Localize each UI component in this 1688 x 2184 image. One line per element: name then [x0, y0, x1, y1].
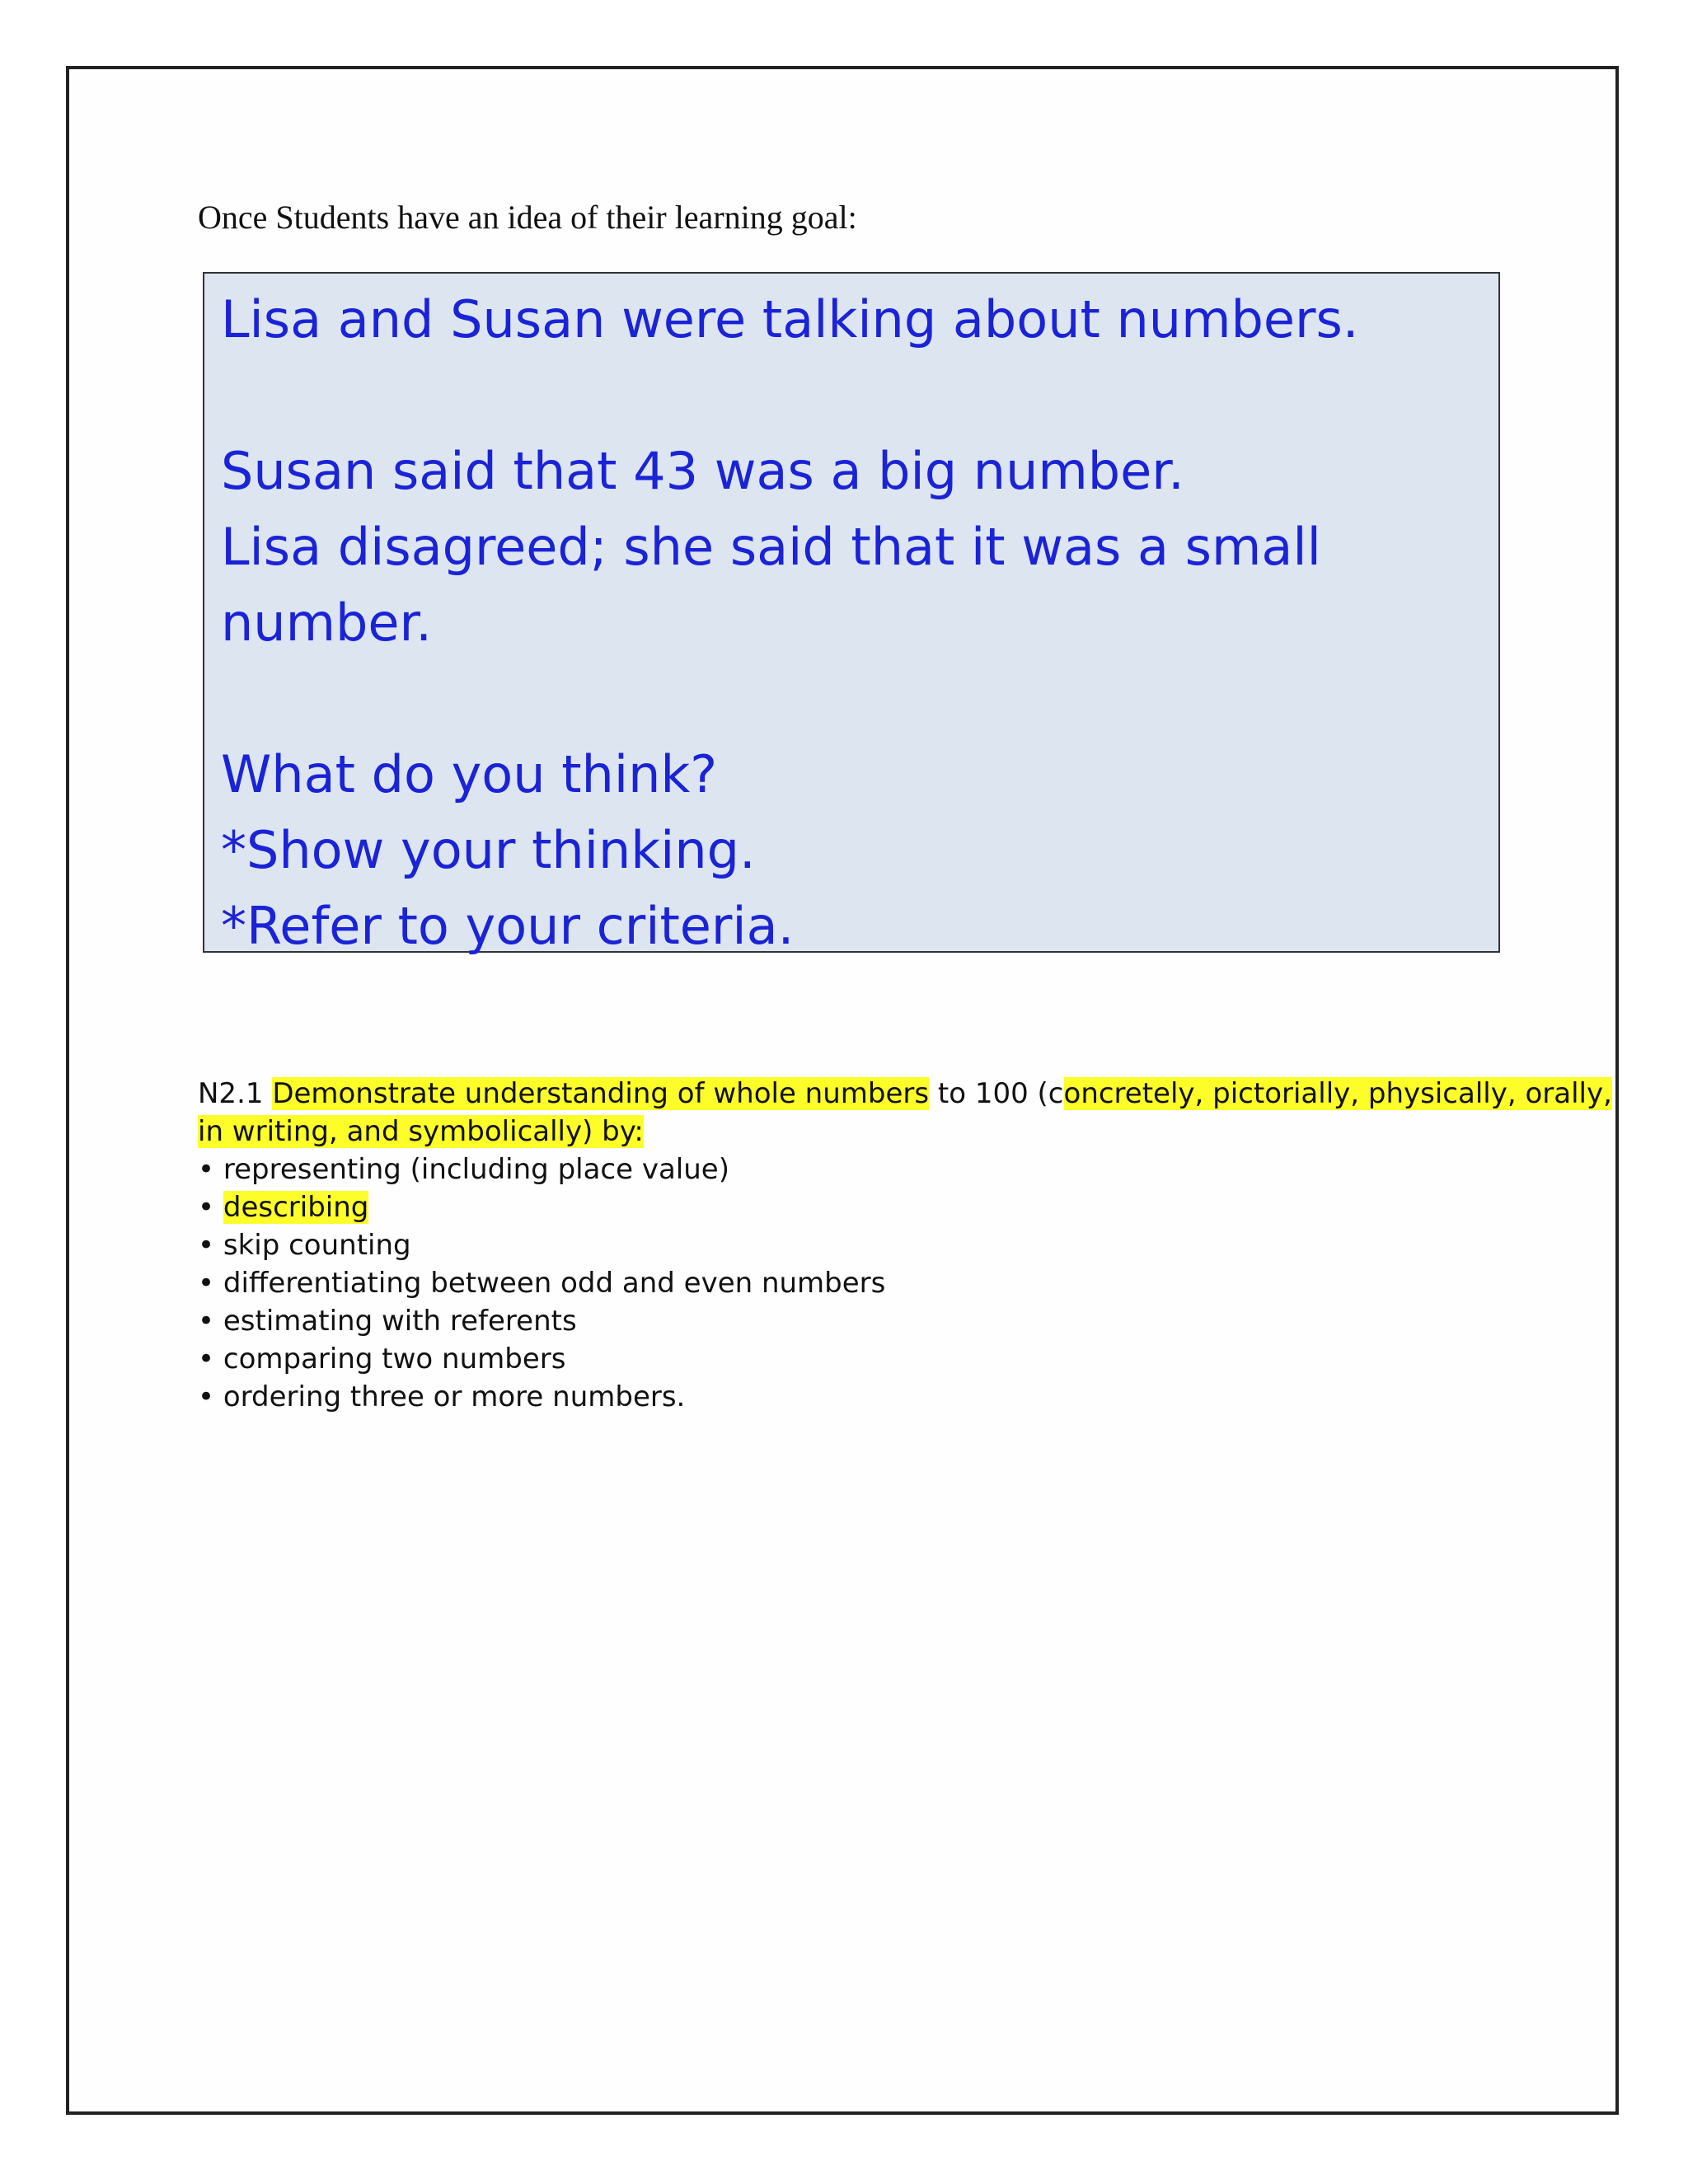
task-line-7: What do you think?	[221, 744, 718, 804]
task-line-2	[221, 358, 1482, 434]
bullet-marker: •	[198, 1229, 223, 1262]
bullet-item	[198, 1226, 1484, 1264]
bullet-text: differentiating between odd and even numbers	[223, 1267, 886, 1300]
bullet-marker: •	[198, 1343, 223, 1376]
standard-highlight-1: Demonstrate understanding of whole numbers	[272, 1077, 930, 1110]
bullet-text: ordering three or more numbers.	[223, 1380, 686, 1413]
bullet-item	[198, 1340, 1484, 1378]
standard-line2-plain: i	[198, 1115, 206, 1148]
standard-highlight-2: oncretely, pictorially, physically, orally,	[1063, 1077, 1612, 1110]
bullet-marker: •	[198, 1305, 223, 1338]
task-line-8: *Show your thinking.	[221, 820, 756, 880]
standard-line2-highlight: n writing, and symbolically) by:	[205, 1115, 644, 1148]
task-line-9: *Refer to your criteria.	[221, 896, 795, 956]
bullet-item	[198, 1188, 1484, 1226]
bullet-text: estimating with referents	[223, 1305, 577, 1338]
bullet-marker: •	[198, 1191, 223, 1224]
bullet-text: comparing two numbers	[223, 1343, 566, 1376]
curriculum-standard	[198, 1075, 1612, 1416]
standard-line-2	[198, 1113, 1484, 1151]
task-line-6	[221, 661, 1482, 737]
task-prompt-box	[203, 272, 1500, 956]
bullet-marker: •	[198, 1380, 223, 1413]
task-line-4: Lisa disagreed; she said that it was a small	[221, 517, 1321, 577]
standard-line-1	[198, 1075, 1612, 1113]
bullet-item	[198, 1302, 1484, 1340]
task-line-3: Susan said that 43 was a big number.	[221, 441, 1184, 501]
bullet-text: representing (including place value)	[223, 1153, 729, 1186]
bullet-marker: •	[198, 1267, 223, 1300]
standard-code: N2.1	[198, 1077, 273, 1110]
bullet-text: skip counting	[223, 1229, 411, 1262]
standard-plain-1: to 100 (c	[929, 1077, 1064, 1110]
bullet-item	[198, 1264, 1484, 1302]
bullet-marker: •	[198, 1153, 223, 1186]
bullet-item	[198, 1151, 1484, 1188]
bullet-item	[198, 1378, 1484, 1416]
intro-text: Once Students have an idea of their learning goal:	[198, 199, 857, 236]
bullet-text-highlighted: describing	[223, 1191, 369, 1224]
task-line-5: number.	[221, 593, 432, 653]
task-line-1: Lisa and Susan were talking about numbers.	[221, 289, 1359, 349]
